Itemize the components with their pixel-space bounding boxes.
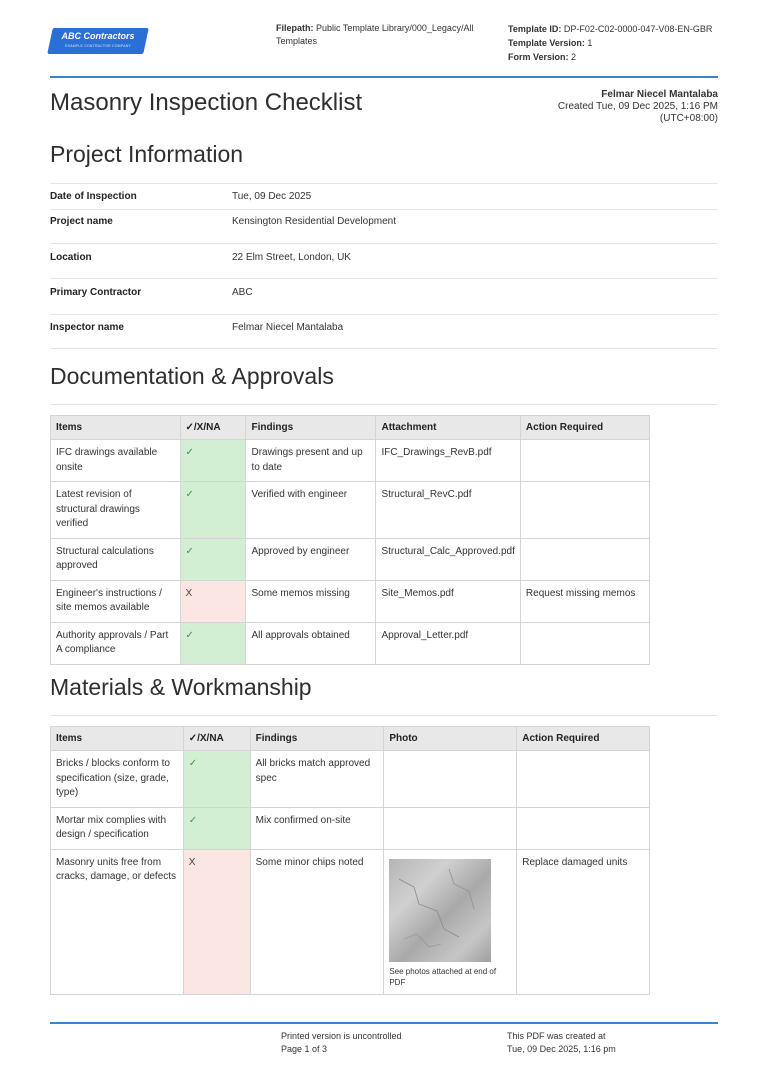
findings-cell: Approved by engineer	[246, 538, 376, 580]
column-header-photo: Photo	[384, 727, 517, 751]
info-row	[50, 243, 718, 278]
table-header-row	[51, 416, 650, 440]
findings-cell: Some minor chips noted	[250, 849, 384, 994]
attachment-cell: Approval_Letter.pdf	[376, 622, 520, 664]
info-label: Location	[50, 252, 92, 263]
action-cell	[520, 440, 649, 482]
attachment-cell: Structural_Calc_Approved.pdf	[376, 538, 520, 580]
info-value: 22 Elm Street, London, UK	[232, 252, 351, 263]
creator-name: Felmar Niecel Mantalaba	[601, 89, 718, 100]
table-row	[51, 849, 650, 994]
response-cell: ✓	[183, 751, 250, 808]
response-cell: ✓	[183, 807, 250, 849]
info-label: Inspector name	[50, 322, 124, 333]
logo-name: ABC Contractors	[61, 31, 135, 41]
column-header-items: Items	[51, 416, 181, 440]
info-value: Felmar Niecel Mantalaba	[232, 322, 344, 333]
findings-cell: Drawings present and up to date	[246, 440, 376, 482]
creator-block	[558, 89, 718, 125]
column-header-attachment: Attachment	[376, 416, 520, 440]
column-header-findings: Findings	[246, 416, 376, 440]
photo-caption: See photos attached at end of PDF	[389, 966, 497, 987]
materials-table	[50, 726, 650, 995]
template-id-label: Template ID:	[508, 24, 562, 34]
response-cell: ✓	[180, 538, 246, 580]
section-title-project-info: Project Information	[50, 141, 244, 167]
item-cell: IFC drawings available onsite	[51, 440, 181, 482]
action-cell: Replace damaged units	[517, 849, 650, 994]
table-row	[51, 622, 650, 664]
info-label: Date of Inspection	[50, 191, 137, 202]
defect-photo[interactable]	[389, 859, 491, 962]
column-header-action: Action Required	[520, 416, 649, 440]
filepath-value: Public Template Library/000_Legacy/All Templates	[276, 23, 474, 46]
header-divider	[50, 76, 718, 78]
findings-cell: All bricks match approved spec	[250, 751, 384, 808]
form-version-value: 2	[571, 52, 577, 62]
response-cell: ✓	[180, 622, 246, 664]
pdf-created-date: Tue, 09 Dec 2025, 1:16 pm	[507, 1044, 616, 1054]
response-cell: ✓	[180, 482, 246, 539]
form-version-label: Form Version:	[508, 52, 569, 62]
footer-created	[507, 1030, 616, 1056]
table-row	[51, 482, 650, 539]
template-meta	[508, 22, 723, 64]
column-header-findings: Findings	[250, 727, 384, 751]
table-row	[51, 580, 650, 622]
action-cell	[517, 751, 650, 808]
response-cell: X	[183, 849, 250, 994]
findings-cell: Verified with engineer	[246, 482, 376, 539]
footer-print-note	[281, 1030, 402, 1056]
info-value: Tue, 09 Dec 2025	[232, 191, 312, 202]
action-cell	[520, 538, 649, 580]
crack-texture	[389, 859, 491, 962]
response-cell: X	[180, 580, 246, 622]
info-row	[50, 278, 718, 314]
info-value: Kensington Residential Development	[232, 216, 396, 227]
item-cell: Engineer's instructions / site memos available	[51, 580, 181, 622]
item-cell: Bricks / blocks conform to specification (size, grade, type)	[51, 751, 184, 808]
response-cell: ✓	[180, 440, 246, 482]
table-row	[51, 538, 650, 580]
photo-cell	[384, 849, 517, 994]
item-cell: Authority approvals / Part A compliance	[51, 622, 181, 664]
info-row	[50, 183, 718, 209]
findings-cell: Some memos missing	[246, 580, 376, 622]
table-row	[51, 751, 650, 808]
table-row	[51, 807, 650, 849]
footer-divider	[50, 1022, 718, 1024]
page-number: Page 1 of 3	[281, 1044, 328, 1054]
uncontrolled-note: Printed version is uncontrolled	[281, 1031, 402, 1041]
findings-cell: Mix confirmed on-site	[250, 807, 384, 849]
project-info-table	[50, 183, 718, 349]
template-version-value: 1	[587, 38, 593, 48]
info-value: ABC	[232, 287, 253, 298]
item-cell: Structural calculations approved	[51, 538, 181, 580]
template-id-value: DP-F02-C02-0000-047-V08-EN-GBR	[563, 24, 713, 34]
column-header-response: ✓/X/NA	[180, 416, 246, 440]
table-header-row	[51, 727, 650, 751]
item-cell: Masonry units free from cracks, damage, or defects	[51, 849, 184, 994]
document-title: Masonry Inspection Checklist	[50, 89, 363, 116]
action-cell	[517, 807, 650, 849]
page-header	[0, 0, 768, 78]
filepath-block	[276, 22, 491, 48]
info-row	[50, 209, 718, 243]
item-cell: Mortar mix complies with design / specification	[51, 807, 184, 849]
logo-tagline: EXAMPLE CONTRACTOR COMPANY	[65, 44, 131, 48]
action-cell	[520, 482, 649, 539]
attachment-cell: Structural_RevC.pdf	[376, 482, 520, 539]
filepath-label: Filepath:	[276, 23, 314, 33]
pdf-created-label: This PDF was created at	[507, 1031, 606, 1041]
action-cell: Request missing memos	[520, 580, 649, 622]
photo-cell	[384, 751, 517, 808]
company-logo	[50, 28, 146, 54]
template-version-label: Template Version:	[508, 38, 585, 48]
section-title-materials: Materials & Workmanship	[50, 674, 312, 700]
attachment-cell: Site_Memos.pdf	[376, 580, 520, 622]
created-date: Created Tue, 09 Dec 2025, 1:16 PM	[557, 101, 718, 112]
created-timezone: (UTC+08:00)	[659, 113, 718, 124]
attachment-cell: IFC_Drawings_RevB.pdf	[376, 440, 520, 482]
info-row	[50, 314, 718, 349]
item-cell: Latest revision of structural drawings verified	[51, 482, 181, 539]
documentation-table	[50, 415, 650, 665]
column-header-action: Action Required	[517, 727, 650, 751]
section-divider	[50, 715, 718, 716]
photo-cell	[384, 807, 517, 849]
info-label: Project name	[50, 216, 113, 227]
table-row	[51, 440, 650, 482]
info-label: Primary Contractor	[50, 287, 142, 298]
column-header-response: ✓/X/NA	[183, 727, 250, 751]
action-cell	[520, 622, 649, 664]
column-header-items: Items	[51, 727, 184, 751]
findings-cell: All approvals obtained	[246, 622, 376, 664]
section-divider	[50, 404, 718, 405]
section-title-documentation: Documentation & Approvals	[50, 363, 334, 389]
